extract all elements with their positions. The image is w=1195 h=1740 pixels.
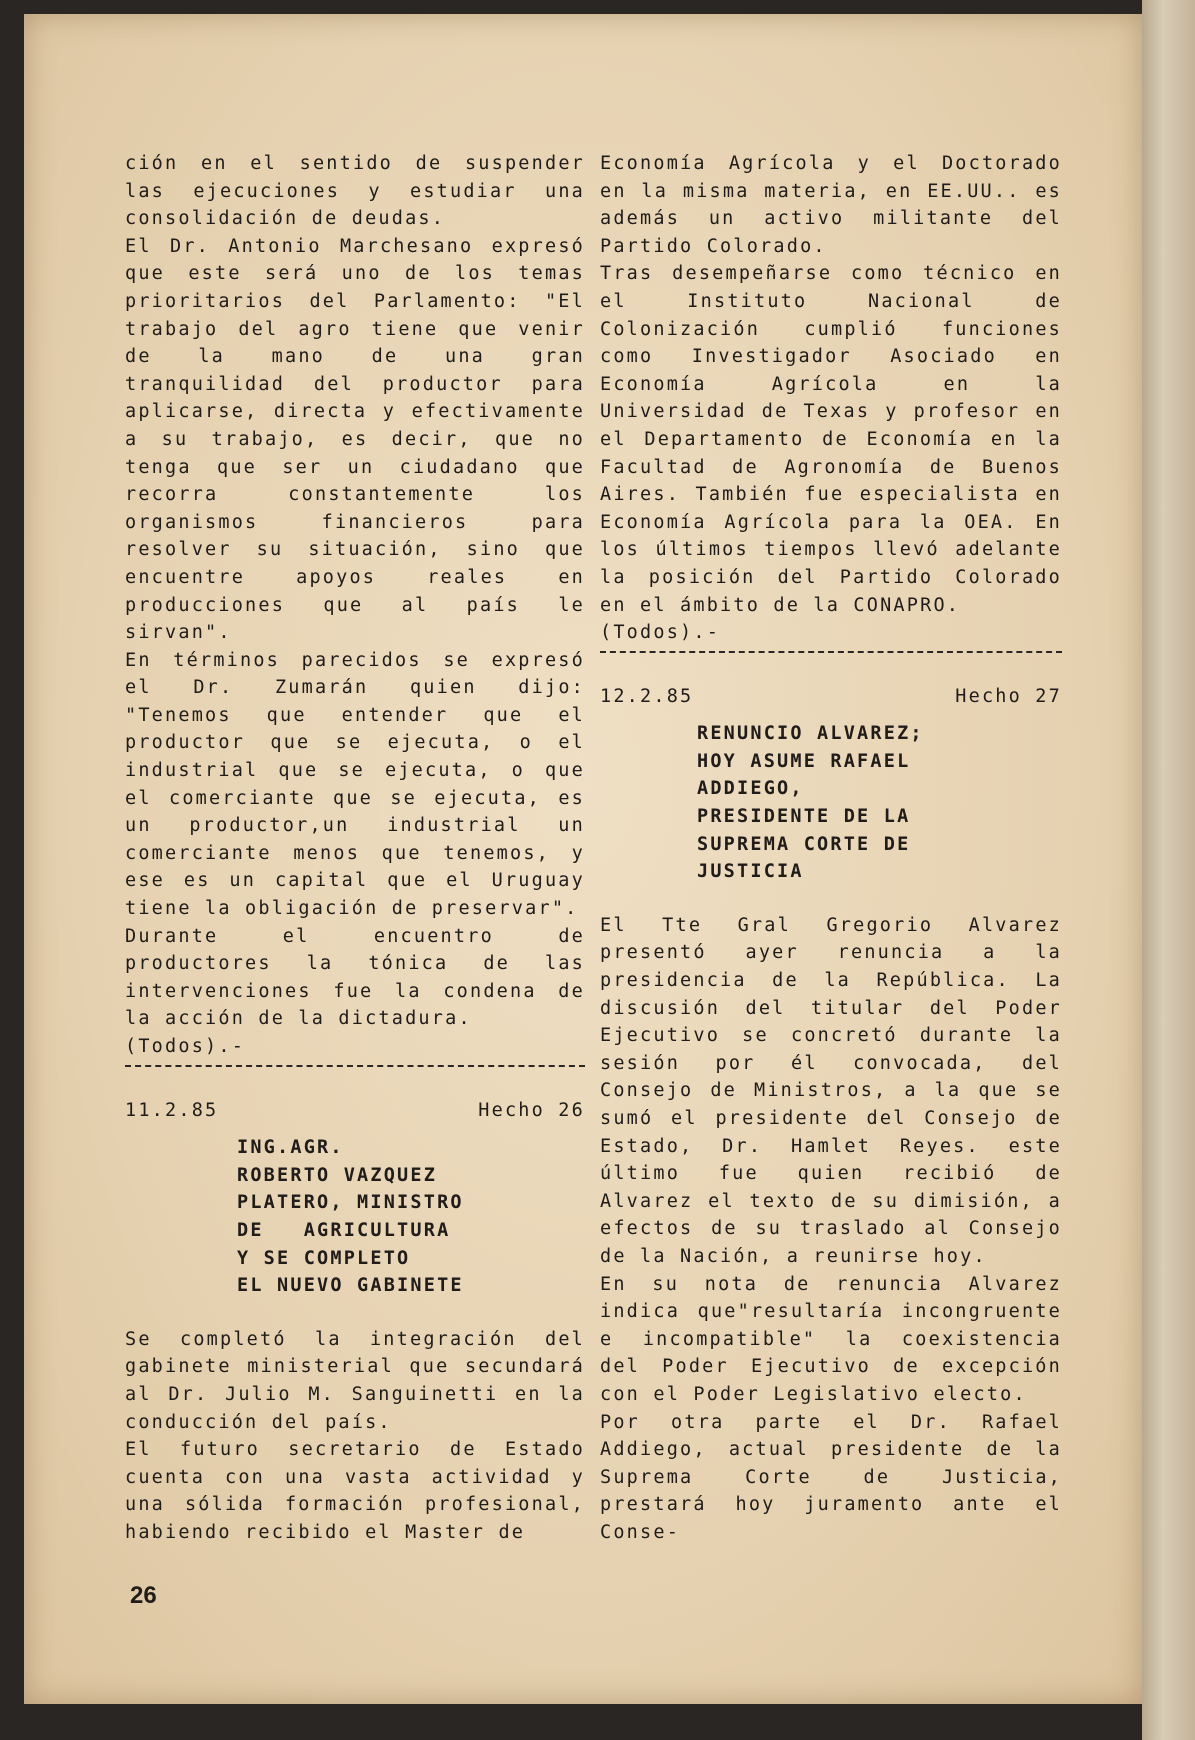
headline-line: EL NUEVO GABINETE [237, 1275, 464, 1297]
right-column [600, 150, 1062, 1547]
article-headline [125, 1134, 585, 1300]
paragraph: Economía Agrícola y el Doctorado en la misma materia, en EE.UU.. es además un activo militante del Partido Colorado. [600, 153, 1062, 257]
headline-line: Y SE COMPLETO [237, 1247, 411, 1269]
page-spine [1142, 0, 1195, 1740]
paragraph: Por otra parte el Dr. Rafael Addiego, actual presidente de la Suprema Corte de Justicia, prestará hoy juramento ante el Conse- [600, 1411, 1062, 1543]
article-hecho: Hecho 26 [478, 1099, 585, 1121]
paragraph: Durante el encuentro de productores la tónica de las intervenciones fue la condena de la acción de la dictadura. [125, 925, 585, 1030]
article-headline [600, 720, 1062, 886]
section-divider [125, 1065, 585, 1067]
paragraph: (Todos).- [600, 622, 721, 644]
paragraph: El Tte Gral Gregorio Alvarez presentó ayer renuncia a la presidencia de la República. La discusión del titular del Poder Ejecutivo se concretó durante la sesión por él convocada, del Consejo de Ministros, a la que se sumó el presidente del Consejo de Estado, Dr. Hamlet Reyes. este último fue quien recibió de Alvarez el texto de su dimisión, a efectos de su traslado al Consejo de la Nación, a reunirse hoy. [600, 914, 1062, 1267]
headline-line: HOY ASUME RAFAEL [697, 750, 911, 772]
paragraph: El Dr. Antonio Marchesano expresó que este será uno de los temas prioritarios del Parlamento: "El trabajo del agro tiene que venir de la mano de una gran tranquilidad del productor para aplicarse, directa y efectivamente a su trabajo, es decir, que no tenga que ser un ciudadano que recorra constantemente los organismos financieros para resolver su situación, sino que encuentre apoyos reales en producciones que al país le sirvan". [125, 235, 585, 644]
paragraph: El futuro secretario de Estado cuenta con una vasta actividad y una sólida formación profesional, habiendo recibido el Master de [125, 1439, 585, 1543]
headline-line: ADDIEGO, [697, 778, 804, 800]
headline-line: RENUNCIO ALVAREZ; [697, 723, 924, 745]
paragraph: En términos parecidos se expresó el Dr. Zumarán quien dijo: "Tenemos que entender que el productor que se ejecuta, o el industrial que se ejecuta, o que el comerciante que se ejecuta, es un productor,un industrial un comerciante menos que tenemos, y ese es un capital que el Uruguay tiene la obligación de preservar". [125, 649, 585, 920]
article-dateline [125, 1097, 585, 1125]
headline-line: SUPREMA CORTE DE [697, 833, 911, 855]
headline-line: PLATERO, MINISTRO [237, 1192, 464, 1214]
paragraph: Tras desempeñarse como técnico en el Instituto Nacional de Colonización cumplió funciones como Investigador Asociado en Economía Agrícola en la Universidad de Texas y profesor en el Departamento de Economía en la Facultad de Agronomía de Buenos Aires. También fue especialista en Economía Agrícola para la OEA. En los últimos tiempos llevó adelante la posición del Partido Colorado en el ámbito de la CONAPRO. [600, 263, 1062, 616]
paragraph: (Todos).- [125, 1036, 246, 1057]
article-hecho: Hecho 27 [955, 685, 1062, 707]
headline-line: DE AGRICULTURA [237, 1219, 451, 1241]
page-number: 26 [130, 1582, 157, 1609]
section-divider [600, 651, 1062, 653]
article-date: 12.2.85 [600, 685, 694, 707]
headline-line: PRESIDENTE DE LA [697, 806, 911, 828]
article-dateline [600, 683, 1062, 711]
paragraph: ción en el sentido de suspender las ejecuciones y estudiar una consolidación de deudas. [125, 153, 585, 230]
headline-line: ING.AGR. [237, 1137, 344, 1159]
headline-line: ROBERTO VAZQUEZ [237, 1164, 438, 1186]
left-column [125, 150, 585, 1547]
paragraph: En su nota de renuncia Alvarez indica que"resultaría incongruente e incompatible" la coexistencia del Poder Ejecutivo de excepción con el Poder Legislativo electo. [600, 1273, 1062, 1405]
article-date: 11.2.85 [125, 1099, 219, 1121]
headline-line: JUSTICIA [697, 861, 804, 883]
paragraph: Se completó la integración del gabinete ministerial que secundará al Dr. Julio M. Sanguinetti en la conducción del país. [125, 1328, 585, 1433]
